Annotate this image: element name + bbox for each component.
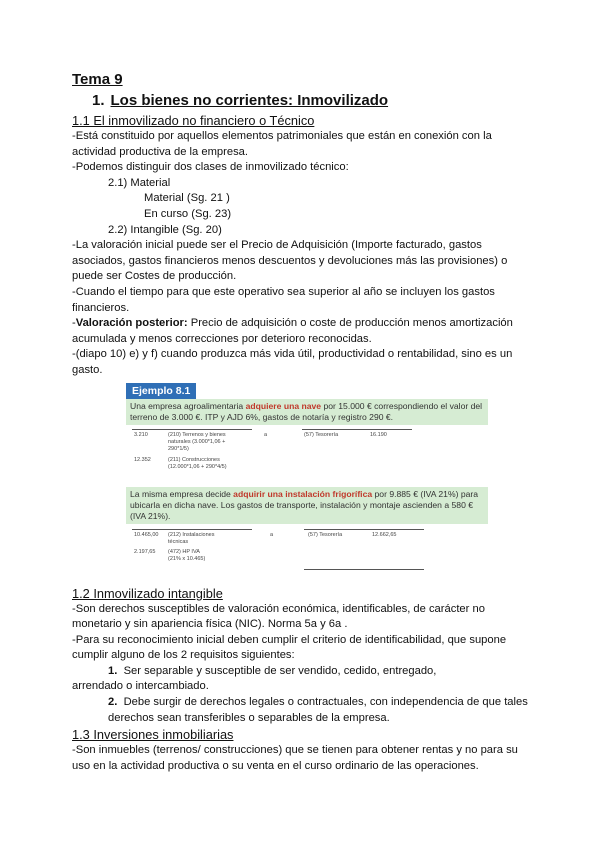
topic-title: Tema 9 [72,71,123,88]
section-heading [92,92,532,110]
document-page [72,70,532,774]
journal-entry-1: 3.210 (210) Terrenos y bienes naturales (3.000*1,06 + 290*1/5) a (57) Tesorería 16.190 12.352 (211) Construcciones (12.000*1,06 + 290*4/5) [132,429,422,473]
requirement-2: 2. Debe surgir de derechos legales o contractuales, con independencia de que tales derechos sean transferibles o separables de la empresa. [108,696,528,724]
list-item: En curso (Sg. 23) [144,207,232,220]
section-number: 1. [92,92,105,109]
section-heading-text: Los bienes no corrientes: Inmovilizado [110,92,389,109]
paragraph: -Valoración posterior: Precio de adquisición o coste de producción menos amortización acumulada y menos correcciones por deterioro reconocidas. [72,317,513,345]
paragraph: -Podemos distinguir dos clases de inmovilizado técnico: [72,161,349,174]
subsection-1-1-heading: 1.1 El inmovilizado no financiero o Técnico [72,113,315,128]
list-item: 2.2) Intangible (Sg. 20) [108,223,222,236]
paragraph: -Para su reconocimiento inicial deben cumplir el criterio de identificabilidad, que supone cumplir alguno de los 2 requisitos siguientes: [72,633,507,662]
example-figure [126,383,488,581]
list-item: Material (Sg. 21 ) [144,192,230,205]
example-statement-1: Una empresa agroalimentaria adquiere una nave por 15.000 € correspondiendo el valor del terreno de 3.000 €. ITP y AJD 6%, gastos de notaría y registro 290 €. [126,399,488,425]
bold-term: Valoración posterior: [75,317,188,330]
paragraph: -Son derechos susceptibles de valoración económica, identificables, de carácter no monetario y sin apariencia física (NIC). Norma 5a y 6a . [72,602,485,631]
journal-entry-2: 10.465,00 (212) Instalaciones técnicas a (57) Tesorería 12.662,65 2.197,65 (472) HP IVA (21% x 10.465) [132,529,422,575]
paragraph: -Son inmuebles (terrenos/ construcciones) que se tienen para obtener rentas y no para su uso en la actividad productiva o su venta en el curso ordinario de las operaciones. [72,744,518,772]
subsection-1-2-heading: 1.2 Inmovilizado intangible [72,585,223,601]
example-title: Ejemplo 8.1 [126,383,196,399]
example-statement-2: La misma empresa decide adquirir una instalación frigorífica por 9.885 € (IVA 21%) para ubicarla en dicha nave. Los gastos de transporte, instalación y montaje ascienden a 580 € (IVA 21%). [126,487,488,524]
requirement-1-continued: arrendado o intercambiado. [72,680,209,693]
requirement-1: 1. Ser separable y susceptible de ser vendido, cedido, entregado, [108,664,437,677]
paragraph: -La valoración inicial puede ser el Precio de Adquisición (Importe facturado, gastos asociados, gastos financieros menos descuentos y devoluciones más las provisiones) o puede ser Costes de producción. [72,239,508,283]
subsection-1-3-heading: 1.3 Inversiones inmobiliarias [72,727,234,743]
list-item: 2.1) Material [108,176,171,189]
paragraph: -(diapo 10) e) y f) cuando produzca más vida útil, productividad o rentabilidad, sino es un gasto. [72,348,513,376]
paragraph: -Cuando el tiempo para que este operativo sea superior al año se incluyen los gastos financieros. [72,285,495,314]
paragraph: -Está constituido por aquellos elementos patrimoniales que están en conexión con la actividad productiva de la empresa. [72,130,492,158]
